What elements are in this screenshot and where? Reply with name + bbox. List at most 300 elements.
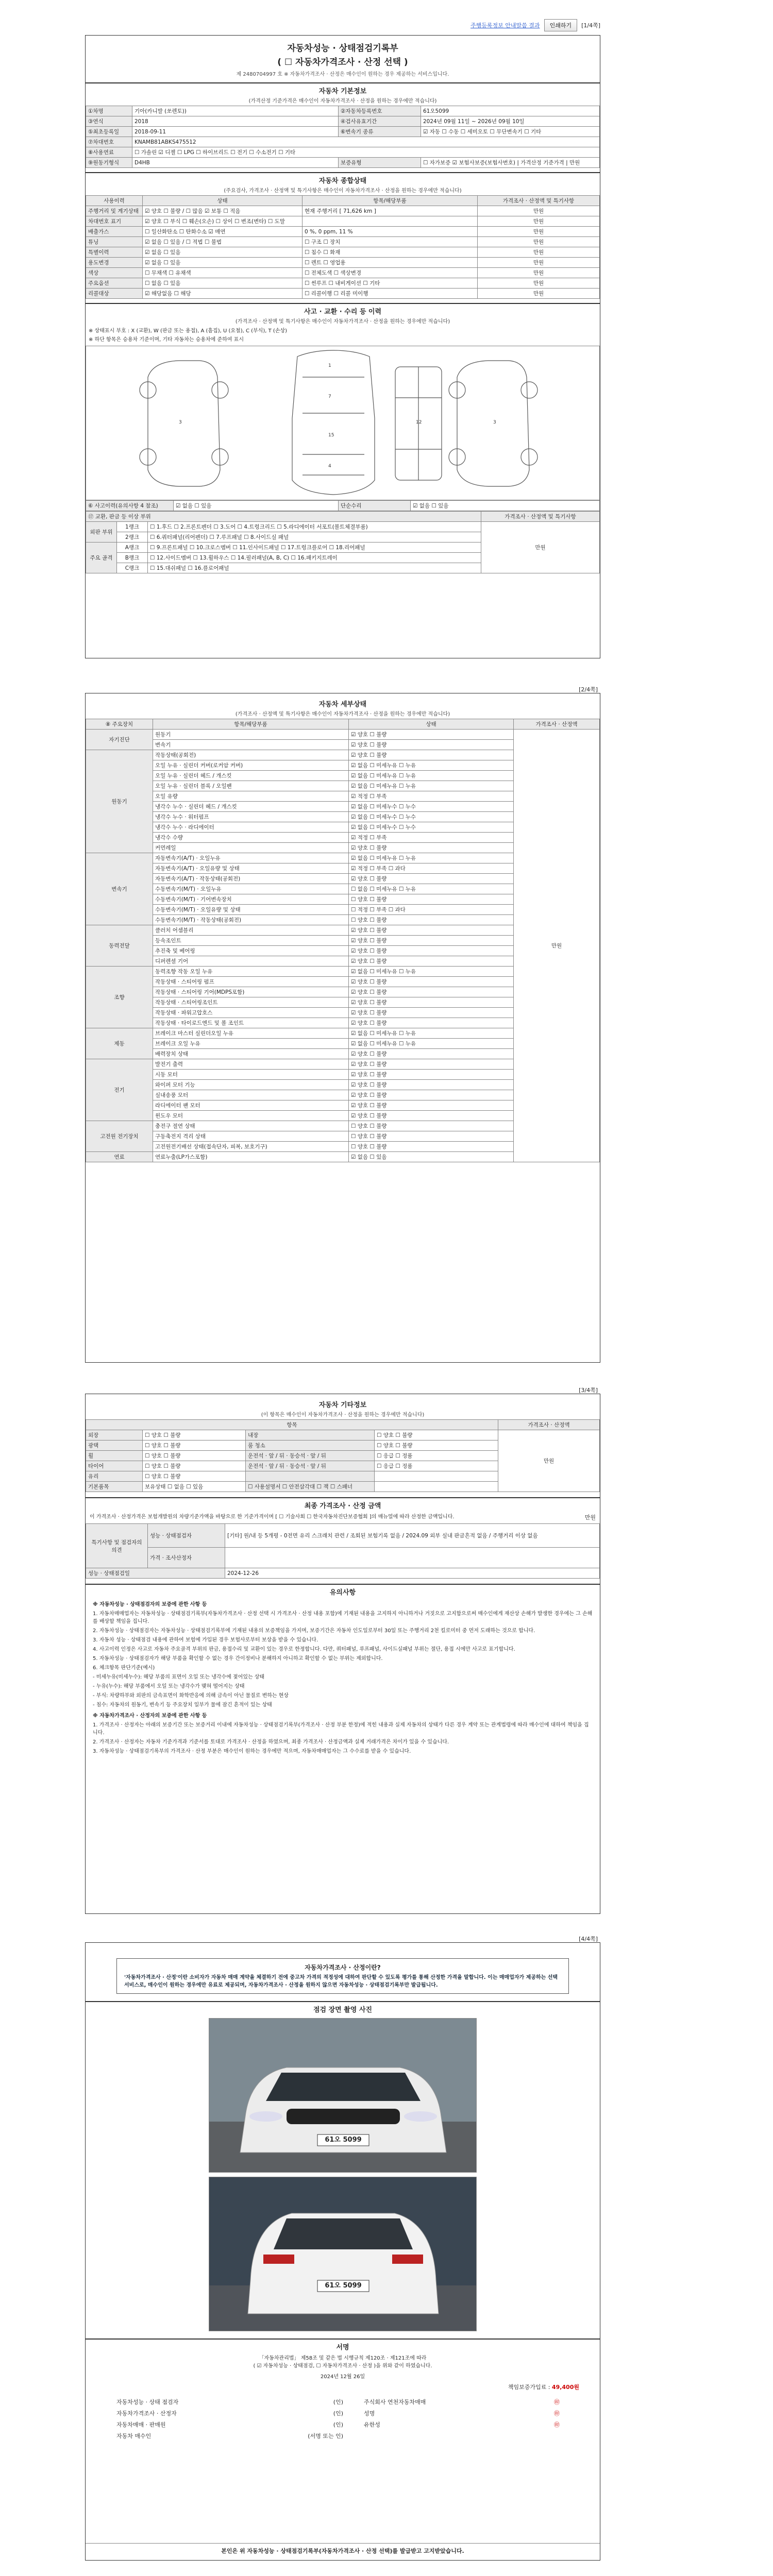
value-inspection-period: 2024년 09월 11일 ~ 2026년 09월 10일 bbox=[421, 116, 600, 127]
seal-icon: ㊞ bbox=[554, 2399, 560, 2405]
other-cell: ☐ 양호 ☐ 불량 bbox=[375, 1440, 498, 1451]
rank-1-items: ☐ 1.후드 ☐ 2.프론트펜더 ☐ 3.도어 ☐ 4.트렁크리드 ☐ 5.라디에이터 서포트(볼트체결부품) bbox=[148, 522, 481, 532]
status-label: 차대번호 표기 bbox=[86, 216, 143, 227]
rank-b-label: B랭크 bbox=[117, 553, 148, 563]
sign-title: 서명 bbox=[86, 2338, 600, 2352]
label-plate: ②자동차등록번호 bbox=[339, 106, 421, 116]
detail-item: 브레이크 마스터 실린더오일 누유 bbox=[153, 1028, 349, 1039]
other-header: 가격조사 · 산정액 bbox=[498, 1420, 600, 1430]
rank-b-items: ☐ 12.사이드멤버 ☐ 13.휠하우스 ☐ 14.필러패널(A, B, C) ☐ 16.패키지트레이 bbox=[148, 553, 481, 563]
rear-plate: 61오 5099 bbox=[325, 2282, 362, 2290]
status-header: 항목/해당부품 bbox=[303, 196, 478, 206]
status-header: 사용이력 bbox=[86, 196, 143, 206]
accident-price-head: 가격조사 · 산정액 및 특기사항 bbox=[481, 512, 600, 522]
detail-state: ☑ 양호 ☐ 불량 bbox=[349, 1059, 514, 1070]
other-cell: 운전석 · 앞 / 뒤 · 동승석 · 앞 / 뒤 bbox=[246, 1451, 375, 1461]
accident-legend-2: ※ 하단 항목은 승용차 기준이며, 기타 자동차는 승용차에 준하여 표시 bbox=[89, 337, 244, 343]
table-row bbox=[86, 116, 600, 127]
notes-title: 유의사항 bbox=[86, 1584, 600, 1598]
law-text: 「자동차관리법」 제58조 및 같은 법 시행규칙 제120조 · 제121조에 따라 bbox=[259, 2355, 427, 2361]
detail-item: 작동상태 · 스티어링조인트 bbox=[153, 997, 349, 1008]
signatures bbox=[86, 2391, 600, 2442]
sig3-value: (인) bbox=[333, 2421, 343, 2428]
detail-state: ☑ 양호 ☐ 불량 bbox=[349, 1008, 514, 1018]
detail-state: ☑ 양호 ☐ 불량 bbox=[349, 946, 514, 956]
status-item: 현재 주행거리 [ 71,626 km ] bbox=[303, 206, 478, 216]
exterior-parts-label: ⑰ 교환, 판금 등 이상 부위 bbox=[86, 512, 481, 522]
detail-item: 실내송풍 모터 bbox=[153, 1090, 349, 1100]
status-price: 만원 bbox=[478, 227, 600, 237]
other-cell: 내장 bbox=[246, 1430, 375, 1440]
table-header-row bbox=[86, 1420, 600, 1430]
detail-state: ☑ 없음 ☐ 미세누유 ☐ 누유 bbox=[349, 1039, 514, 1049]
other-cell: 광택 bbox=[86, 1440, 143, 1451]
rank-c-items: ☐ 15.대쉬패널 ☐ 16.플로어패널 bbox=[148, 563, 481, 573]
rank-1-label: 1랭크 bbox=[117, 522, 148, 532]
note-item: 2. 자동차성능 · 상태점검자는 자동차성능 · 상태점검기록부에 기재된 내용의 보증책임을 가지며, 보증기간은 자동차 인도일로부터 30일 또는 주행거리 2천 킬로미터 중 먼저 도래하는 것으로 합니다. bbox=[93, 1628, 535, 1634]
final-perf-label: 성능 · 상태점검자 bbox=[148, 1524, 225, 1548]
detail-item: 오일 누유 · 실린더 커버(로커암 커버) bbox=[153, 760, 349, 771]
table-row bbox=[86, 1524, 600, 1548]
other-cell: 운전석 · 앞 / 뒤 · 동승석 · 앞 / 뒤 bbox=[246, 1461, 375, 1471]
other-sub: (이 항목은 매수인이 자동차가격조사 · 산정을 원하는 경우에만 적습니다) bbox=[261, 1412, 425, 1418]
other-cell bbox=[246, 1471, 375, 1482]
table-row bbox=[86, 237, 600, 247]
value-plate: 61오5099 bbox=[421, 106, 600, 116]
table-header-row bbox=[86, 196, 600, 206]
front-car-photo bbox=[209, 2019, 477, 2173]
table-row bbox=[86, 1430, 600, 1440]
status-price: 만원 bbox=[478, 268, 600, 278]
detail-item: 발전기 출력 bbox=[153, 1059, 349, 1070]
final-date-value: 2024-12-26 bbox=[225, 1568, 600, 1579]
status-item: 0 %, 0 ppm, 11 % bbox=[303, 227, 478, 237]
detail-item: 수동변속기(M/T) · 작동상태(공회전) bbox=[153, 915, 349, 925]
seal-icon: ㊞ bbox=[554, 2421, 560, 2428]
detail-state: ☑ 없음 ☐ 미세누유 ☐ 누유 bbox=[349, 760, 514, 771]
detail-group: 제동 bbox=[86, 1028, 153, 1059]
final-perf-value: [기타] 원/내 등 5개평 - 0전면 유리 스크래치 관련 / 조회된 보험기록 없음 / 2024.09 외부 실내 판금흔적 없음 / 주행거리 이상 없음 bbox=[225, 1524, 600, 1548]
table-row bbox=[86, 137, 600, 147]
status-table bbox=[86, 195, 600, 299]
status-state: ☑ 양호 ☐ 불량 / ☐ 많음 ☑ 보통 ☐ 적음 bbox=[143, 206, 303, 216]
detail-state: ☑ 양호 ☐ 불량 bbox=[349, 987, 514, 997]
detail-item: 배력장치 상태 bbox=[153, 1049, 349, 1059]
other-cell bbox=[375, 1482, 498, 1492]
dealer-name: 주식회사 연천자동차매매 bbox=[364, 2399, 426, 2405]
detail-item: 커먼레일 bbox=[153, 843, 349, 853]
status-price: 만원 bbox=[478, 247, 600, 258]
rank-2-items: ☐ 6.쿼터패널(리어펜더) ☐ 7.루프패널 ☐ 8.사이드실 패널 bbox=[148, 532, 481, 543]
table-row bbox=[86, 268, 600, 278]
table-row bbox=[86, 512, 600, 522]
top-toolbar bbox=[85, 16, 600, 34]
page-1 bbox=[85, 35, 600, 658]
table-row bbox=[86, 106, 600, 116]
detail-item: 오일 누유 · 실린더 헤드 / 개스킷 bbox=[153, 771, 349, 781]
table-row bbox=[86, 730, 600, 740]
rear-car-photo bbox=[209, 2177, 477, 2331]
status-price: 만원 bbox=[478, 289, 600, 299]
title-subtitle: 제 2480704997 호 ※ 자동차가격조사 · 산정은 매수인이 원하는 경우 제공하는 서비스입니다. bbox=[236, 72, 449, 77]
detail-item: 구동축전지 격리 상태 bbox=[153, 1131, 349, 1142]
detail-state: ☐ 양호 ☐ 불량 bbox=[349, 1131, 514, 1142]
final-text: 이 가격조사 · 산정가격은 보험개발원의 차량기준가액을 바탕으로 한 기준가격이며 [ ☐ 기술사회 ☐ 한국자동차진단보증협회 ]의 매뉴얼에 따라 산정한 금액입니다. bbox=[90, 1514, 455, 1520]
note-item: 3. 자동차성능 · 상태점검기록부의 가격조사 · 산정 부분은 매수인이 원하는 경우에만 적으며, 자동차매매업자는 그 수수료를 받을 수 있습니다. bbox=[93, 1749, 411, 1754]
detail-item: 수동변속기(M/T) · 오일누유 bbox=[153, 884, 349, 894]
inspection-photo-front bbox=[209, 2018, 477, 2173]
detail-item: 라디에이터 팬 모터 bbox=[153, 1100, 349, 1111]
final-date-label: 성능 · 상태점검일 bbox=[86, 1568, 225, 1579]
detail-group: 자기진단 bbox=[86, 730, 153, 750]
rank-c-label: C랭크 bbox=[117, 563, 148, 573]
sig3-label: 자동차매매 · 판매원 bbox=[116, 2421, 166, 2428]
status-state: ☑ 없음 ☐ 있음 / ☐ 적법 ☐ 불법 bbox=[143, 237, 303, 247]
rank-a-items: ☐ 9.프론트패널 ☐ 10.크로스멤버 ☐ 11.인사이드패널 ☐ 17.트렁크플로어 ☐ 18.리어패널 bbox=[148, 543, 481, 553]
exterior-label: 외판 부위 bbox=[86, 522, 117, 543]
document-title bbox=[86, 36, 600, 77]
status-state: ☑ 없음 ☐ 있음 bbox=[143, 258, 303, 268]
status-price: 만원 bbox=[478, 278, 600, 289]
table-row bbox=[86, 147, 600, 158]
final-price-label: 가격 · 조사산정자 bbox=[148, 1548, 225, 1568]
status-header: 가격조사 · 산정액 및 특기사항 bbox=[478, 196, 600, 206]
basic-info-table bbox=[86, 106, 600, 168]
detail-state: ☑ 양호 ☐ 불량 bbox=[349, 750, 514, 760]
final-note-label: 특기사항 및 점검자의 의견 bbox=[86, 1524, 148, 1568]
detail-header: 상태 bbox=[349, 719, 514, 730]
final-price-unit: 만원 bbox=[584, 1514, 596, 1521]
title-line-2: ( ☐ 자동차가격조사 · 산정 선택 ) bbox=[277, 57, 408, 67]
note-item: - 부식: 차량하부와 외판의 금속표면이 화학반응에 의해 금속이 아닌 물질로 변하는 현상 bbox=[93, 1693, 289, 1699]
dealer-name-label: 성명 bbox=[364, 2410, 375, 2417]
other-cell: ☐ 양호 ☐ 불량 bbox=[143, 1440, 246, 1451]
label-inspection-period: ④검사유효기간 bbox=[339, 116, 421, 127]
detail-state: ☐ 양호 ☐ 불량 bbox=[349, 1121, 514, 1131]
detail-item: 연료누출(LP가스포함) bbox=[153, 1152, 349, 1162]
other-cell: ☐ 응급 ☐ 정품 bbox=[375, 1451, 498, 1461]
note-item: 4. 사고이력 인정은 사고로 자동차 주요골격 부위의 판금, 용접수리 및 교환이 있는 경우로 한정합니다. 다만, 쿼터패널, 루프패널, 사이드실패널 부위는 절단, 용접 시에만 사고로 표기합니다. bbox=[93, 1647, 515, 1652]
sig2-label: 자동차가격조사 · 산정자 bbox=[116, 2410, 177, 2417]
other-cell: 외장 bbox=[86, 1430, 143, 1440]
status-label: 용도변경 bbox=[86, 258, 143, 268]
car-diagram bbox=[86, 346, 600, 500]
status-price: 만원 bbox=[478, 206, 600, 216]
label-vin: ⑦차대번호 bbox=[86, 137, 132, 147]
detail-item: 고전원전기배선 상태(접속단자, 피복, 보호기구) bbox=[153, 1142, 349, 1152]
status-state: ☐ 무채색 ☐ 유채색 bbox=[143, 268, 303, 278]
detail-group: 연료 bbox=[86, 1152, 153, 1162]
sig1-label: 자동차성능 · 상태 점검자 bbox=[116, 2399, 179, 2405]
detail-state: ☑ 없음 ☐ 미세누유 ☐ 누유 bbox=[349, 781, 514, 791]
fee-label: 책임보증가입료 : bbox=[508, 2384, 550, 2391]
detail-item: 수동변속기(M/T) · 기어변속장치 bbox=[153, 894, 349, 905]
detail-item: 윈도우 모터 bbox=[153, 1111, 349, 1121]
detail-group: 조향 bbox=[86, 967, 153, 1028]
detail-item: 동력조향 작동 오일 누유 bbox=[153, 967, 349, 977]
page-3 bbox=[85, 1387, 600, 1914]
other-cell: ☐ 양호 ☐ 불량 bbox=[375, 1430, 498, 1440]
seal-icon: ㊞ bbox=[554, 2410, 560, 2417]
front-plate: 61오 5099 bbox=[325, 2136, 362, 2144]
detail-item: 냉각수 누수 · 라디에이터 bbox=[153, 822, 349, 833]
status-label: 주행거리 및 계기상태 bbox=[86, 206, 143, 216]
detail-state: ☑ 양호 ☐ 불량 bbox=[349, 874, 514, 884]
detail-state: ☐ 없음 ☐ 미세누유 ☐ 누유 bbox=[349, 884, 514, 894]
label-year: ③연식 bbox=[86, 116, 132, 127]
label-transmission: ⑥변속기 종류 bbox=[339, 127, 421, 137]
detail-item: 충전구 절연 상태 bbox=[153, 1121, 349, 1131]
detail-item: 작동상태 · 파워고압호스 bbox=[153, 1008, 349, 1018]
detail-state: ☑ 양호 ☐ 불량 bbox=[349, 1070, 514, 1080]
status-item bbox=[303, 216, 478, 227]
value-car-name: 기아(카니발 (쏘렌토)) bbox=[132, 106, 339, 116]
status-state: ☐ 일산화탄소 ☐ 탄화수소 ☑ 매연 bbox=[143, 227, 303, 237]
detail-state: ☐ 양호 ☐ 불량 bbox=[349, 894, 514, 905]
label-car-name: ①차명 bbox=[86, 106, 132, 116]
other-title: 자동차 기타정보 bbox=[318, 1401, 367, 1409]
detail-item: 와이퍼 모터 기능 bbox=[153, 1080, 349, 1090]
detail-item: 오일 누유 · 실린더 블록 / 오일팬 bbox=[153, 781, 349, 791]
rank-a-label: A랭크 bbox=[117, 543, 148, 553]
detail-state: ☑ 없음 ☐ 미세누유 ☐ 누유 bbox=[349, 771, 514, 781]
title-line-1: 자동차성능 · 상태점검기록부 bbox=[287, 43, 398, 54]
rank-2-label: 2랭크 bbox=[117, 532, 148, 543]
detail-state: ☑ 없음 ☐ 있음 bbox=[349, 1152, 514, 1162]
detail-sub: (가격조사 · 산정액 및 특기사항은 매수인이 자동차가격조사 · 산정을 원하는 경우에만 적습니다) bbox=[235, 711, 450, 717]
value-transmission: ☑ 자동 ☐ 수동 ☐ 세미오토 ☐ 무단변속기 ☐ 기타 bbox=[421, 127, 600, 137]
status-price: 만원 bbox=[478, 216, 600, 227]
notes-heading-1: ※ 자동차성능 · 상태점검자의 보증에 관한 사항 등 bbox=[93, 1602, 207, 1607]
detail-state: ☑ 양호 ☐ 불량 bbox=[349, 730, 514, 740]
detail-state: ☑ 없음 ☐ 미세누유 ☐ 누유 bbox=[349, 967, 514, 977]
table-row bbox=[86, 216, 600, 227]
svg-text:4: 4 bbox=[328, 464, 331, 469]
footer-note: 본인은 위 자동차성능 · 상태점검기록부(자동차가격조사 · 산정 선택)를 발급받고 고지받았습니다. bbox=[86, 2543, 600, 2555]
detail-item: 추진축 및 베어링 bbox=[153, 946, 349, 956]
status-state: ☐ 없음 ☐ 있음 bbox=[143, 278, 303, 289]
status-title: 자동차 종합상태 bbox=[86, 172, 600, 186]
status-item: ☐ 침수 ☐ 화재 bbox=[303, 247, 478, 258]
note-item: 5. 자동차성능 · 상태점검자가 해당 부품을 확인할 수 없는 경우 간이정비나 분해하지 아니하고 확인할 수 없는 부위는 제외합니다. bbox=[93, 1656, 383, 1662]
accident-history-label: ⑥ 사고이력(유의사항 4 참조) bbox=[86, 501, 174, 511]
sig4-label: 자동차 매수인 bbox=[116, 2433, 152, 2439]
detail-title: 자동차 세부상태 bbox=[318, 701, 367, 708]
table-row bbox=[86, 278, 600, 289]
signature-left bbox=[116, 2396, 343, 2442]
value-fuel: ☐ 가솔린 ☑ 디젤 ☐ LPG ☐ 하이브리드 ☐ 전기 ☐ 수소전기 ☐ 기타 bbox=[132, 147, 600, 158]
law-text-2: ( ☑ 자동차성능 · 상태점검, ☐ 자동차가격조사 · 산정 )을 위와 같이 하였습니다. bbox=[253, 2363, 432, 2369]
svg-text:1: 1 bbox=[328, 363, 331, 368]
detail-group: 변속기 bbox=[86, 853, 153, 925]
other-table bbox=[86, 1419, 600, 1492]
page-4 bbox=[85, 1936, 600, 2561]
note-item: - 누유(누수): 해당 부품에서 오일 또는 냉각수가 맺혀 떨어지는 상태 bbox=[93, 1684, 245, 1689]
status-label: 튜닝 bbox=[86, 237, 143, 247]
status-label: 특별이력 bbox=[86, 247, 143, 258]
detail-item: 작동상태 · 스티어링 펌프 bbox=[153, 977, 349, 987]
value-first-reg: 2018-09-11 bbox=[132, 127, 339, 137]
detail-state: ☑ 양호 ☐ 불량 bbox=[349, 925, 514, 936]
notes-heading-2: ※ 자동차가격조사 · 산정자의 보증에 관한 사항 등 bbox=[93, 1713, 207, 1719]
other-cell: ☐ 양호 ☐ 불량 bbox=[143, 1451, 246, 1461]
detail-item: 작동상태 · 타이로드엔드 및 볼 조인트 bbox=[153, 1018, 349, 1028]
value-vin: KNAMB81ABKS475512 bbox=[132, 137, 600, 147]
table-row bbox=[86, 227, 600, 237]
detail-item: 작동상태(공회전) bbox=[153, 750, 349, 760]
table-row bbox=[86, 258, 600, 268]
info-link[interactable]: 주행등록정보 안내말씀 결과 bbox=[470, 22, 540, 29]
detail-state: ☐ 양호 ☐ 불량 bbox=[349, 915, 514, 925]
table-row bbox=[86, 247, 600, 258]
note-item: 1. 자동차매매업자는 자동차성능 · 상태점검기록부(자동차가격조사 · 산정 선택 시 가격조사 · 산정 내용 포함)에 기재된 내용을 고지하지 아니하거나 거짓으로 고지함으로써 매수인에게 재산상 손해가 발생한 경우에는 그 손해를 배상할 책임을 집니다. bbox=[93, 1611, 593, 1624]
svg-text:15: 15 bbox=[328, 433, 334, 438]
detail-state: ☑ 없음 ☐ 미세누수 ☐ 누수 bbox=[349, 822, 514, 833]
sig4-value: (서명 또는 인) bbox=[308, 2433, 343, 2439]
table-row bbox=[86, 158, 600, 168]
detail-item: 수동변속기(M/T) · 오일유량 및 상태 bbox=[153, 905, 349, 915]
accident-title: 사고 · 교환 · 수리 등 이력 bbox=[86, 303, 600, 317]
simple-repair-value: ☑ 없음 ☐ 있음 bbox=[411, 501, 600, 511]
print-button[interactable]: 인쇄하기 bbox=[544, 19, 578, 31]
detail-item: 브레이크 오일 누유 bbox=[153, 1039, 349, 1049]
table-row bbox=[86, 1548, 600, 1568]
label-warranty: 보증유형 bbox=[339, 158, 421, 168]
car-outline-graphic bbox=[86, 346, 600, 500]
status-item: ☐ 렌트 ☐ 영업용 bbox=[303, 258, 478, 268]
detail-state: ☑ 양호 ☐ 불량 bbox=[349, 1111, 514, 1121]
final-table bbox=[86, 1523, 600, 1579]
other-price: 만원 bbox=[498, 1430, 600, 1492]
status-label: 주요옵션 bbox=[86, 278, 143, 289]
other-cell bbox=[375, 1471, 498, 1482]
detail-header: 가격조사 · 산정액 bbox=[514, 719, 600, 730]
detail-state: ☑ 양호 ☐ 불량 bbox=[349, 977, 514, 987]
detail-group: 동력전달 bbox=[86, 925, 153, 967]
status-item: ☐ 전체도색 ☐ 색상변경 bbox=[303, 268, 478, 278]
note-item: 6. 체크항목 판단기준(예시) bbox=[93, 1665, 155, 1671]
note-item: 1. 가격조사 · 산정자는 아래의 보증기간 또는 보증거리 이내에 자동차성능 · 상태점검기록부(가격조사 · 산정 부분 한정)에 적힌 내용과 실제 자동차의 상태가 다른 경우 계약 또는 관계법령에 따라 매수인에 대하여 책임을 집니다. bbox=[93, 1722, 589, 1736]
other-cell: 기본품목 bbox=[86, 1482, 143, 1492]
status-label: 색상 bbox=[86, 268, 143, 278]
label-first-reg: ⑤최초등록일 bbox=[86, 127, 132, 137]
simple-repair-label: 단순수리 bbox=[339, 501, 411, 511]
inspection-photo-rear bbox=[209, 2177, 477, 2331]
detail-state: ☐ 적정 ☐ 부족 ☐ 과다 bbox=[349, 905, 514, 915]
detail-state: ☑ 적정 ☐ 부족 ☐ 과다 bbox=[349, 863, 514, 874]
price-info-text: '자동차가격조사 · 산정'이란 소비자가 자동차 매매 계약을 체결하기 전에 중고차 가격의 적정성에 대하여 판단할 수 있도록 평가를 통해 산정한 가격을 말합니다. 이는 매매업자가 제공하는 선택 서비스로, 매수인이 원하는 경우에만 유료로 제공되며, 자동차가격조사 · 산정을 원하지 않으면 자동차성능 · 상태점검기록부만 발급됩니다. bbox=[124, 1975, 558, 1988]
detail-item: 시동 모터 bbox=[153, 1070, 349, 1080]
svg-text:3: 3 bbox=[493, 420, 496, 425]
svg-text:12: 12 bbox=[416, 420, 422, 425]
detail-item: 자동변속기(A/T) · 오일유량 및 상태 bbox=[153, 863, 349, 874]
detail-state: ☑ 없음 ☐ 미세누유 ☐ 누유 bbox=[349, 853, 514, 863]
detail-item: 냉각수 누수 · 워터펌프 bbox=[153, 812, 349, 822]
status-item: ☐ 구조 ☐ 장치 bbox=[303, 237, 478, 247]
accident-price-unit: 만원 bbox=[481, 522, 600, 573]
label-engine: ⑨원동기형식 bbox=[86, 158, 132, 168]
note-item: - 침수: 자동차의 원동기, 변속기 등 주요장치 일부가 물에 잠긴 흔적이 있는 상태 bbox=[93, 1702, 272, 1708]
other-cell: 룸 청소 bbox=[246, 1440, 375, 1451]
svg-text:3: 3 bbox=[179, 420, 182, 425]
final-price-row bbox=[86, 1511, 600, 1523]
status-state: ☑ 없음 ☐ 있음 bbox=[143, 247, 303, 258]
accident-history-value: ☑ 없음 ☐ 있음 bbox=[174, 501, 339, 511]
detail-group: 원동기 bbox=[86, 750, 153, 853]
detail-state: ☑ 양호 ☐ 불량 bbox=[349, 936, 514, 946]
detail-header: 항목/해당부품 bbox=[153, 719, 349, 730]
final-title: 최종 가격조사 · 산정 금액 bbox=[86, 1497, 600, 1511]
basic-info-section bbox=[86, 82, 600, 168]
other-cell: 유리 bbox=[86, 1471, 143, 1482]
other-cell: 휠 bbox=[86, 1451, 143, 1461]
accident-section bbox=[86, 303, 600, 573]
detail-state: ☑ 없음 ☐ 미세누유 ☐ 누유 bbox=[349, 1028, 514, 1039]
other-cell: ☐ 양호 ☐ 불량 bbox=[143, 1471, 246, 1482]
detail-state: ☑ 양호 ☐ 불량 bbox=[349, 1049, 514, 1059]
status-label: 리콜대상 bbox=[86, 289, 143, 299]
detail-item: 원동기 bbox=[153, 730, 349, 740]
table-row bbox=[86, 206, 600, 216]
detail-table bbox=[86, 719, 600, 1162]
basic-info-title: 자동차 기본정보 bbox=[86, 82, 600, 96]
dealer-person: 유한성 bbox=[364, 2421, 380, 2428]
accident-table bbox=[86, 500, 600, 511]
other-cell: ☐ 사용설명서 ☐ 안전삼각대 ☐ 잭 ☐ 스패너 bbox=[246, 1482, 375, 1492]
detail-header: ⑧ 주요장치 bbox=[86, 719, 153, 730]
other-cell: 타이어 bbox=[86, 1461, 143, 1471]
status-price: 만원 bbox=[478, 258, 600, 268]
detail-state: ☑ 적정 ☐ 부족 bbox=[349, 833, 514, 843]
detail-group: 고전원 전기장치 bbox=[86, 1121, 153, 1152]
detail-state: ☑ 없음 ☐ 미세누수 ☐ 누수 bbox=[349, 812, 514, 822]
other-cell: ☐ 응급 ☐ 정품 bbox=[375, 1461, 498, 1471]
note-item: 2. 가격조사 · 산정자는 자동차 기준가격과 기준서를 토대로 가격조사 · 산정을 하였으며, 최종 가격조사 · 산정금액과 실제 거래가격은 차이가 있을 수 있습니다. bbox=[93, 1739, 449, 1745]
svg-text:7: 7 bbox=[328, 394, 331, 399]
detail-state: ☑ 적정 ☐ 부족 bbox=[349, 791, 514, 802]
status-sub: (주요검사, 가격조사 · 산정액 및 특기사항은 매수인이 자동차가격조사 · 산정을 원하는 경우에만 적습니다) bbox=[224, 188, 462, 194]
other-cell: ☐ 양호 ☐ 불량 bbox=[143, 1461, 246, 1471]
detail-state: ☑ 양호 ☐ 불량 bbox=[349, 1080, 514, 1090]
accident-parts-table bbox=[86, 511, 600, 573]
detail-item: 등속조인트 bbox=[153, 936, 349, 946]
detail-state: ☑ 없음 ☐ 미세누수 ☐ 누수 bbox=[349, 802, 514, 812]
page-number: [4/4쪽] bbox=[579, 1936, 598, 1942]
status-header: 상태 bbox=[143, 196, 303, 206]
detail-item: 작동상태 · 스티어링 기어(MDPS포함) bbox=[153, 987, 349, 997]
status-state: ☑ 해당없음 ☐ 해당 bbox=[143, 289, 303, 299]
detail-item: 자동변속기(A/T) · 작동상태(공회전) bbox=[153, 874, 349, 884]
detail-state: ☑ 양호 ☐ 불량 bbox=[349, 1090, 514, 1100]
detail-item: 변속기 bbox=[153, 740, 349, 750]
table-row bbox=[86, 501, 600, 511]
detail-item: 냉각수 수량 bbox=[153, 833, 349, 843]
value-warranty: ☐ 자가보증 ☑ 보험사보증(보험사번호) | 가격산정 기준가격 | 만원 bbox=[421, 158, 600, 168]
accident-sub: (가격조사 · 산정액 및 특기사항은 매수인이 자동차가격조사 · 산정을 원하는 경우에만 적습니다) bbox=[235, 319, 450, 325]
other-header: 항목 bbox=[86, 1420, 498, 1430]
table-row bbox=[86, 1568, 600, 1579]
value-engine: D4HB bbox=[132, 158, 339, 168]
main-frame-label: 주요 골격 bbox=[86, 543, 117, 573]
detail-state: ☑ 양호 ☐ 불량 bbox=[349, 997, 514, 1008]
detail-item: 자동변속기(A/T) · 오일누유 bbox=[153, 853, 349, 863]
status-item: ☐ 리콜이행 ☐ 리콜 미이행 bbox=[303, 289, 478, 299]
detail-price: 만원 bbox=[514, 730, 600, 1162]
status-section bbox=[86, 172, 600, 299]
basic-info-sub: (가격산정 기준가격은 매수인이 자동차가격조사 · 산정을 원하는 경우에만 적습니다) bbox=[248, 98, 437, 104]
other-cell: 보유상태 ☐ 없음 ☐ 있음 bbox=[143, 1482, 246, 1492]
status-state: ☑ 양호 ☐ 부식 ☐ 훼손(오손) ☐ 상이 ☐ 변조(변타) ☐ 도말 bbox=[143, 216, 303, 227]
